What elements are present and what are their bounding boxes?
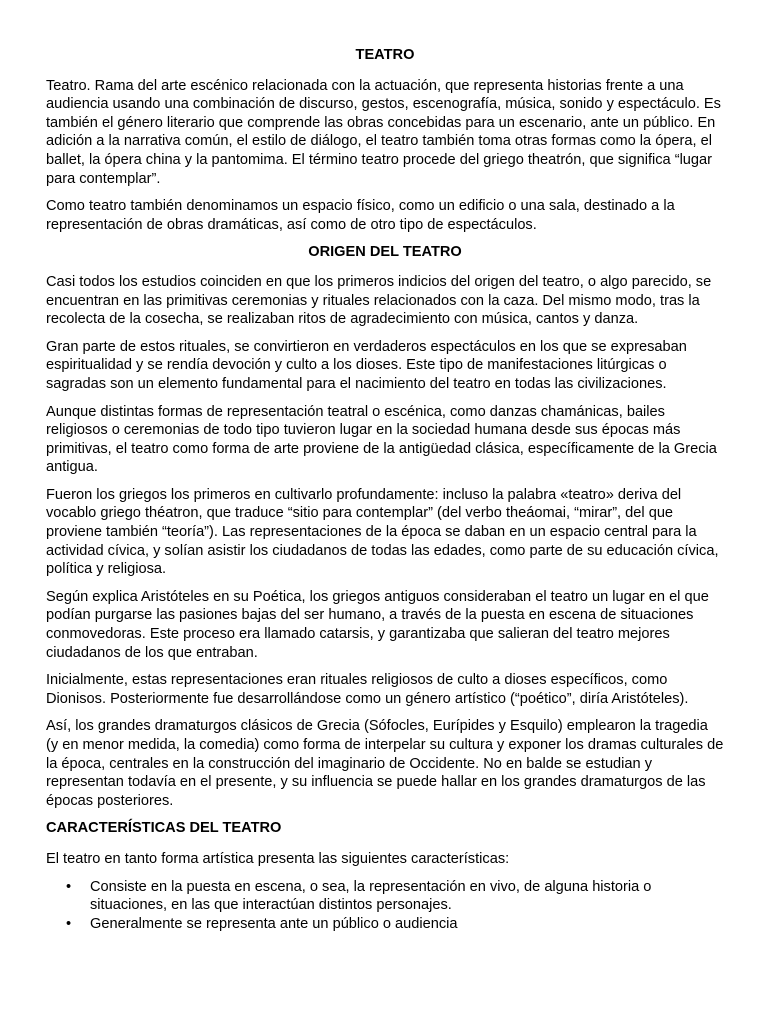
origin-paragraph: Casi todos los estudios coinciden en que los primeros indicios del origen del teatro, o algo parecido, se encuentran en las primitivas ceremonias y rituales relacionados con la caza. Del mismo modo, tras la recolecta de la cosecha, se realizaban ritos de agradecimiento con música, cantos y danza. xyxy=(46,273,712,328)
characteristics-intro: El teatro en tanto forma artística presenta las siguientes características: xyxy=(46,850,510,867)
document-title: TEATRO xyxy=(355,47,415,63)
origin-paragraph: Fueron los griegos los primeros en cultivarlo profundamente: incluso la palabra «teatro» deriva del vocablo griego théatron, que traduce “sitio para contemplar” (del verbo theáomai, “mirar”, del que proviene también “teoría”). Las representaciones de la época se daban en un espacio central para la actividad cívica, y solían asistir los ciudadanos de todas las edades, como parte de su educación cívica, política y religiosa. xyxy=(46,486,719,578)
intro-paragraph: Como teatro también denominamos un espacio físico, como un edificio o una sala, destinado a la representación de obras dramáticas, así como de otro tipo de espectáculos. xyxy=(46,198,675,233)
origin-paragraph: Así, los grandes dramaturgos clásicos de Grecia (Sófocles, Eurípides y Esquilo) emplearon la tragedia (y en menor medida, la comedia) como forma de interpelar su cultura y exponer los dramas culturales de la época, centrales en la construcción del imaginario de Occidente. No en balde se estudian y representan todavía en el presente, y su influencia se puede hallar en los grandes dramaturgos de las épocas posteriores. xyxy=(46,718,724,809)
characteristics-list xyxy=(46,878,724,934)
intro-paragraph: Teatro. Rama del arte escénico relacionada con la actuación, que representa historias frente a una audiencia usando una combinación de discurso, gestos, escenografía, música, sonido y espectáculo. Es también el género literario que comprende las obras concebidas para un escenario, ante un público. En adición a la narrativa común, el estilo de diálogo, el teatro también toma otras formas como la ópera, el ballet, la ópera china y la pantomima. El término teatro procede del griego theatrón, que significa “lugar para contemplar”. xyxy=(46,77,721,187)
origin-paragraph: Aunque distintas formas de representación teatral o escénica, como danzas chamánicas, bailes religiosos o ceremonias de todo tipo tuvieron lugar en la sociedad humana desde sus épocas más primitivas, el teatro como forma de arte proviene de la antigüedad clásica, específicamente de la Grecia antigua. xyxy=(46,403,717,476)
origin-paragraph: Según explica Aristóteles en su Poética, los griegos antiguos consideraban el teatro un lugar en el que podían purgarse las pasiones bajas del ser humano, a través de la puesta en escena de situaciones conmovedoras. Este proceso era llamado catarsis, y garantizaba que salieran del teatro mejores ciudadanos de los que entraban. xyxy=(46,588,709,661)
list-item: • Consiste en la puesta en escena, o sea, la representación en vivo, de alguna historia o situaciones, en las que interactúan distintos personajes. xyxy=(46,878,724,915)
origin-paragraph: Inicialmente, estas representaciones eran rituales religiosos de culto a dioses específicos, como Dionisos. Posteriormente fue desarrollándose como un género artístico (“poético”, diría Aristóteles). xyxy=(46,672,689,707)
section-heading-characteristics: CARACTERÍSTICAS DEL TEATRO xyxy=(46,820,282,837)
origin-paragraph: Gran parte de estos rituales, se convirtieron en verdaderos espectáculos en los que se expresaban espiritualidad y se rendía devoción y culto a los dioses. Este tipo de manifestaciones litúrgicas o sagradas son un elemento fundamental para el nacimiento del teatro en todas las civilizaciones. xyxy=(46,338,687,392)
section-heading-origin: ORIGEN DEL TEATRO xyxy=(308,244,462,261)
list-item: • Generalmente se representa ante un público o audiencia xyxy=(46,915,724,934)
